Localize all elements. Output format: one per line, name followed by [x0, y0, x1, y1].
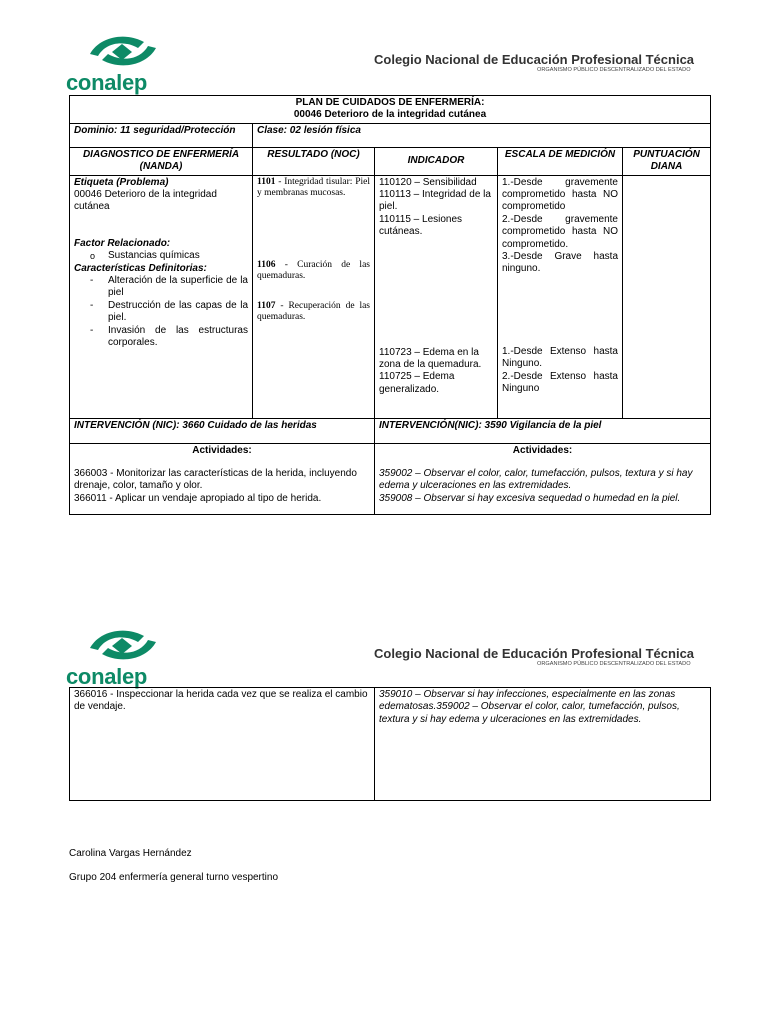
indicator-item: 110723 – Edema en la zona de la quemadura.: [379, 346, 482, 371]
scale-item: 2.-Desde Extenso hasta Ninguno: [502, 370, 618, 395]
scale-item: 3.-Desde Grave hasta ninguno.: [502, 251, 618, 275]
defining-title: Características Definitorias:: [74, 262, 207, 274]
list-item: - Alteración de la superficie de la piel: [74, 275, 248, 300]
related-title: Factor Relacionado:: [74, 237, 171, 249]
plan-title: PLAN DE CUIDADOS DE ENFERMERÍA:: [295, 97, 485, 108]
activities-right-cell: [375, 443, 711, 514]
col-score-header: PUNTUACIÓN DIANA: [623, 147, 711, 175]
continued-table: [69, 687, 711, 801]
college-subtitle: ORGANISMO PÚBLICO DESCENTRALIZADO DEL ESTADO: [537, 67, 691, 73]
intervention-left: INTERVENCIÓN (NIC): 3660 Cuidado de las heridas: [70, 418, 375, 443]
diag-cell: [70, 175, 253, 418]
activity-item: 366003 - Monitorizar las características de la herida, incluyendo drenaje, color, tamaño y olor.: [74, 468, 357, 492]
plan-diagnosis-title: 00046 Deterioro de la integridad cutánea: [293, 109, 487, 121]
indicator-item: 110115 – Lesiones cutáneas.: [379, 213, 463, 238]
header: [66, 32, 702, 94]
plan-title-cell: [70, 96, 711, 124]
result-item: 1106 - Curación de las quemaduras.: [257, 259, 370, 282]
col-indicator-header: INDICADOR: [375, 147, 498, 175]
college-name: Colegio Nacional de Educación Profesional Técnica: [374, 646, 695, 661]
scale-cell: [498, 175, 623, 418]
header: [66, 626, 702, 688]
indicator-item: 110113 – Integridad de la piel.: [379, 189, 491, 213]
conalep-logo-icon: [86, 626, 160, 664]
logo-text: conalep: [66, 70, 148, 95]
scale-item: 2.-Desde gravemente comprometido hasta NO comprometido.: [502, 213, 618, 250]
results-cell: [253, 175, 375, 418]
college-subtitle: ORGANISMO PÚBLICO DESCENTRALIZADO DEL ESTADO: [537, 661, 691, 667]
activity-item: 359008 – Observar si hay excesiva sequedad o humedad en la piel.: [379, 492, 681, 504]
label-text: 00046 Deterioro de la integridad cutánea: [74, 189, 217, 213]
label-title: Etiqueta (Problema): [74, 176, 169, 188]
result-item: 1107 - Recuperación de las quemaduras.: [257, 300, 370, 323]
continued-right-cell: 359010 – Observar si hay infecciones, especialmente en las zonas edematosas.359002 – Observar el color, calor, tumefacción, pulsos, textura y si hay edema y ulceraciones en las extremidades.: [375, 688, 711, 801]
defining-list: [74, 275, 248, 349]
result-item: 1101 - Integridad tisular: Piel y membranas mucosas.: [257, 176, 370, 199]
activities-left-cell: [70, 443, 375, 514]
conalep-logo-icon: [86, 32, 160, 70]
domain-cell: Dominio: 11 seguridad/Protección: [70, 123, 253, 147]
col-result-header: RESULTADO (NOC): [253, 147, 375, 175]
indicators-cell: [375, 175, 498, 418]
indicator-item: 110120 – Sensibilidad: [379, 176, 477, 188]
related-list: [74, 250, 248, 262]
class-cell: Clase: 02 lesión física: [253, 123, 711, 147]
logo-text: conalep: [66, 664, 148, 689]
care-plan-table: [69, 95, 711, 515]
col-scale-header: ESCALA DE MEDICIÓN: [498, 147, 623, 175]
intervention-right: INTERVENCIÓN(NIC): 3590 Vigilancia de la piel: [375, 418, 711, 443]
scale-item: 1.-Desde gravemente comprometido hasta NO comprometido: [502, 176, 618, 213]
activities-label: Actividades:: [192, 444, 252, 456]
list-item: o Sustancias químicas: [74, 250, 248, 262]
activity-item: 366011 - Aplicar un vendaje apropiado al tipo de herida.: [74, 492, 322, 504]
activity-item: 359002 – Observar el color, calor, tumefacción, pulsos, textura y si hay edema y ulceraciones en las extremidades.: [379, 468, 693, 492]
col-diag-header: DIAGNOSTICO DE ENFERMERÍA (NANDA): [70, 147, 253, 175]
list-item: - Invasión de las estructuras corporales.: [74, 325, 248, 350]
continued-left-cell: 366016 - Inspeccionar la herida cada vez que se realiza el cambio de vendaje.: [70, 688, 375, 801]
list-item: - Destrucción de las capas de la piel.: [74, 300, 248, 325]
indicator-item: 110725 – Edema generalizado.: [379, 371, 455, 395]
activities-label: Actividades:: [512, 444, 573, 456]
group-info: Grupo 204 enfermería general turno vespertino: [69, 872, 279, 883]
scale-item: 1.-Desde Extenso hasta Ninguno.: [502, 345, 618, 370]
author-name: Carolina Vargas Hernández: [69, 848, 192, 859]
college-name: Colegio Nacional de Educación Profesional Técnica: [374, 52, 695, 67]
score-cell: [623, 175, 711, 418]
